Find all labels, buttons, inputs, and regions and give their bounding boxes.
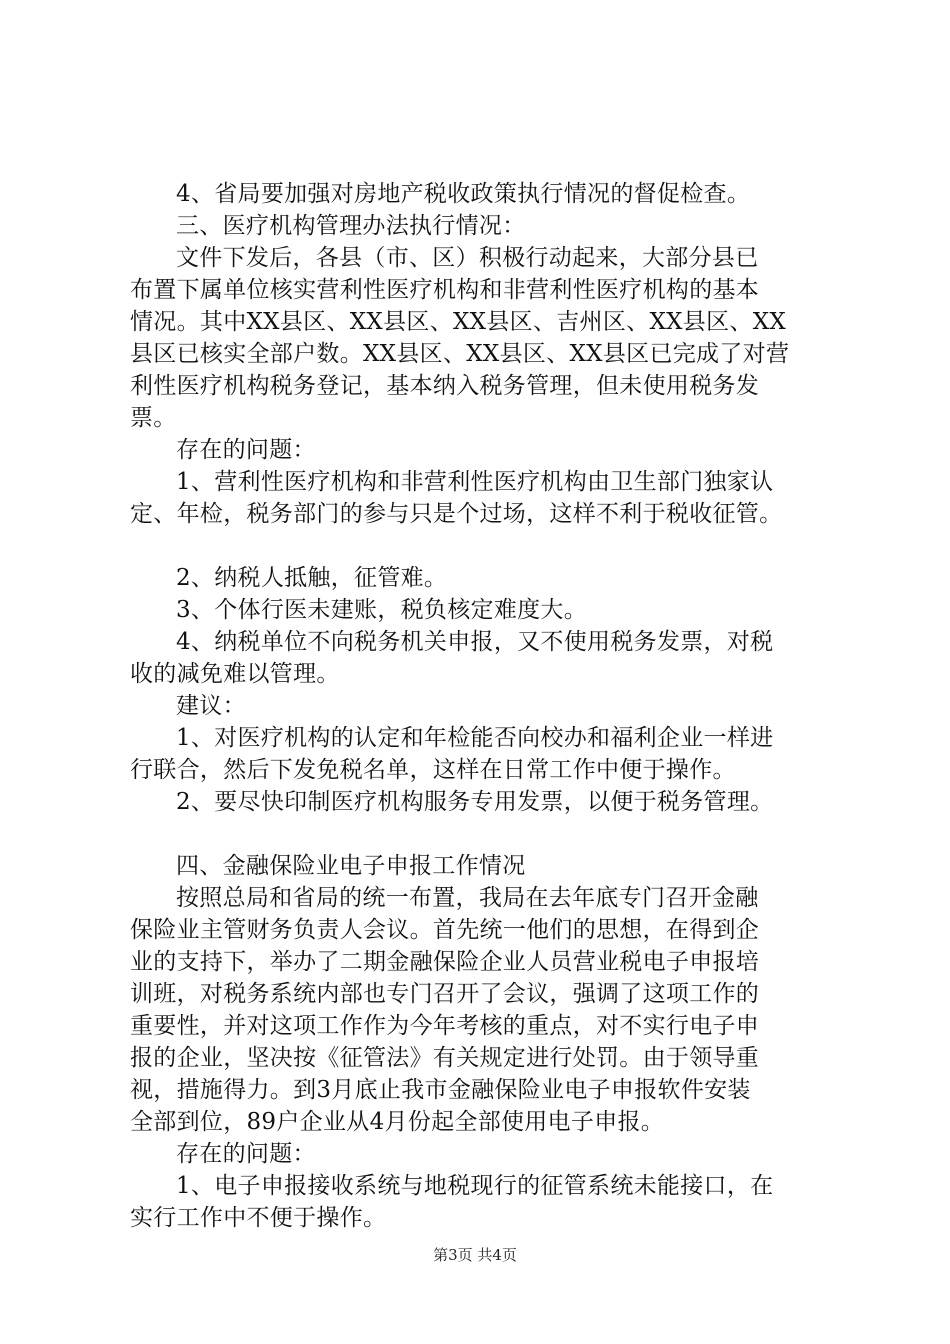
text-line: 报的企业，坚决按《征管法》有关规定进行处罚。由于领导重 [130, 1045, 760, 1071]
text-line: 定、年检，税务部门的参与只是个过场，这样不利于税收征管。 [130, 501, 783, 527]
text-line: 收的减免难以管理。 [130, 661, 340, 687]
text-line: 行联合，然后下发免税名单，这样在日常工作中便于操作。 [130, 757, 736, 783]
text-line: 实行工作中不便于操作。 [130, 1205, 387, 1231]
page-footer: 第3页 共4页 [433, 1246, 517, 1264]
text-line: 4、纳税单位不向税务机关申报，又不使用税务发票，对税 [176, 629, 774, 655]
text-line: 1、电子申报接收系统与地税现行的征管系统未能接口，在 [176, 1173, 774, 1199]
text-line: 按照总局和省局的统一布置，我局在去年底专门召开金融 [176, 885, 759, 911]
text-line: 县区已核实全部户数。XX县区、XX县区、XX县区已完成了对营 [130, 341, 790, 367]
text-line: 3、个体行医未建账，税负核定难度大。 [176, 597, 588, 623]
text-line: 训班，对税务系统内部也专门召开了会议，强调了这项工作的 [130, 981, 760, 1007]
text-line: 2、要尽快印制医疗机构服务专用发票，以便于税务管理。 [176, 789, 774, 815]
text-line: 1、营利性医疗机构和非营利性医疗机构由卫生部门独家认 [176, 469, 774, 495]
text-line: 建议： [176, 693, 246, 719]
text-line: 保险业主管财务负责人会议。首先统一他们的思想，在得到企 [130, 917, 760, 943]
text-line: 存在的问题： [176, 1141, 316, 1167]
document-body [130, 178, 830, 1234]
text-line: 视，措施得力。到3月底止我市金融保险业电子申报软件安装 [130, 1077, 751, 1103]
text-line: 四、金融保险业电子申报工作情况 [176, 853, 526, 879]
text-line: 全部到位，89户企业从4月份起全部使用电子申报。 [130, 1109, 665, 1135]
text-line: 2、纳税人抵触，征管难。 [176, 565, 448, 591]
text-line: 文件下发后，各县（市、区）积极行动起来，大部分县已 [176, 245, 759, 271]
text-line: 业的支持下，举办了二期金融保险企业人员营业税电子申报培 [130, 949, 760, 975]
text-line: 利性医疗机构税务登记，基本纳入税务管理，但未使用税务发 [130, 373, 760, 399]
text-line: 4、省局要加强对房地产税收政策执行情况的督促检查。 [176, 181, 751, 207]
text-line: 存在的问题： [176, 437, 316, 463]
text-line: 重要性，并对这项工作作为今年考核的重点，对不实行电子申 [130, 1013, 760, 1039]
text-line: 票。 [130, 405, 177, 431]
blank-line [130, 818, 830, 850]
text-line: 1、对医疗机构的认定和年检能否向校办和福利企业一样进 [176, 725, 774, 751]
text-line: 三、医疗机构管理办法执行情况： [176, 213, 526, 239]
blank-line [130, 530, 830, 562]
text-line: 情况。其中XX县区、XX县区、XX县区、吉州区、XX县区、XX [130, 309, 787, 335]
text-line: 布置下属单位核实营利性医疗机构和非营利性医疗机构的基本 [130, 277, 760, 303]
